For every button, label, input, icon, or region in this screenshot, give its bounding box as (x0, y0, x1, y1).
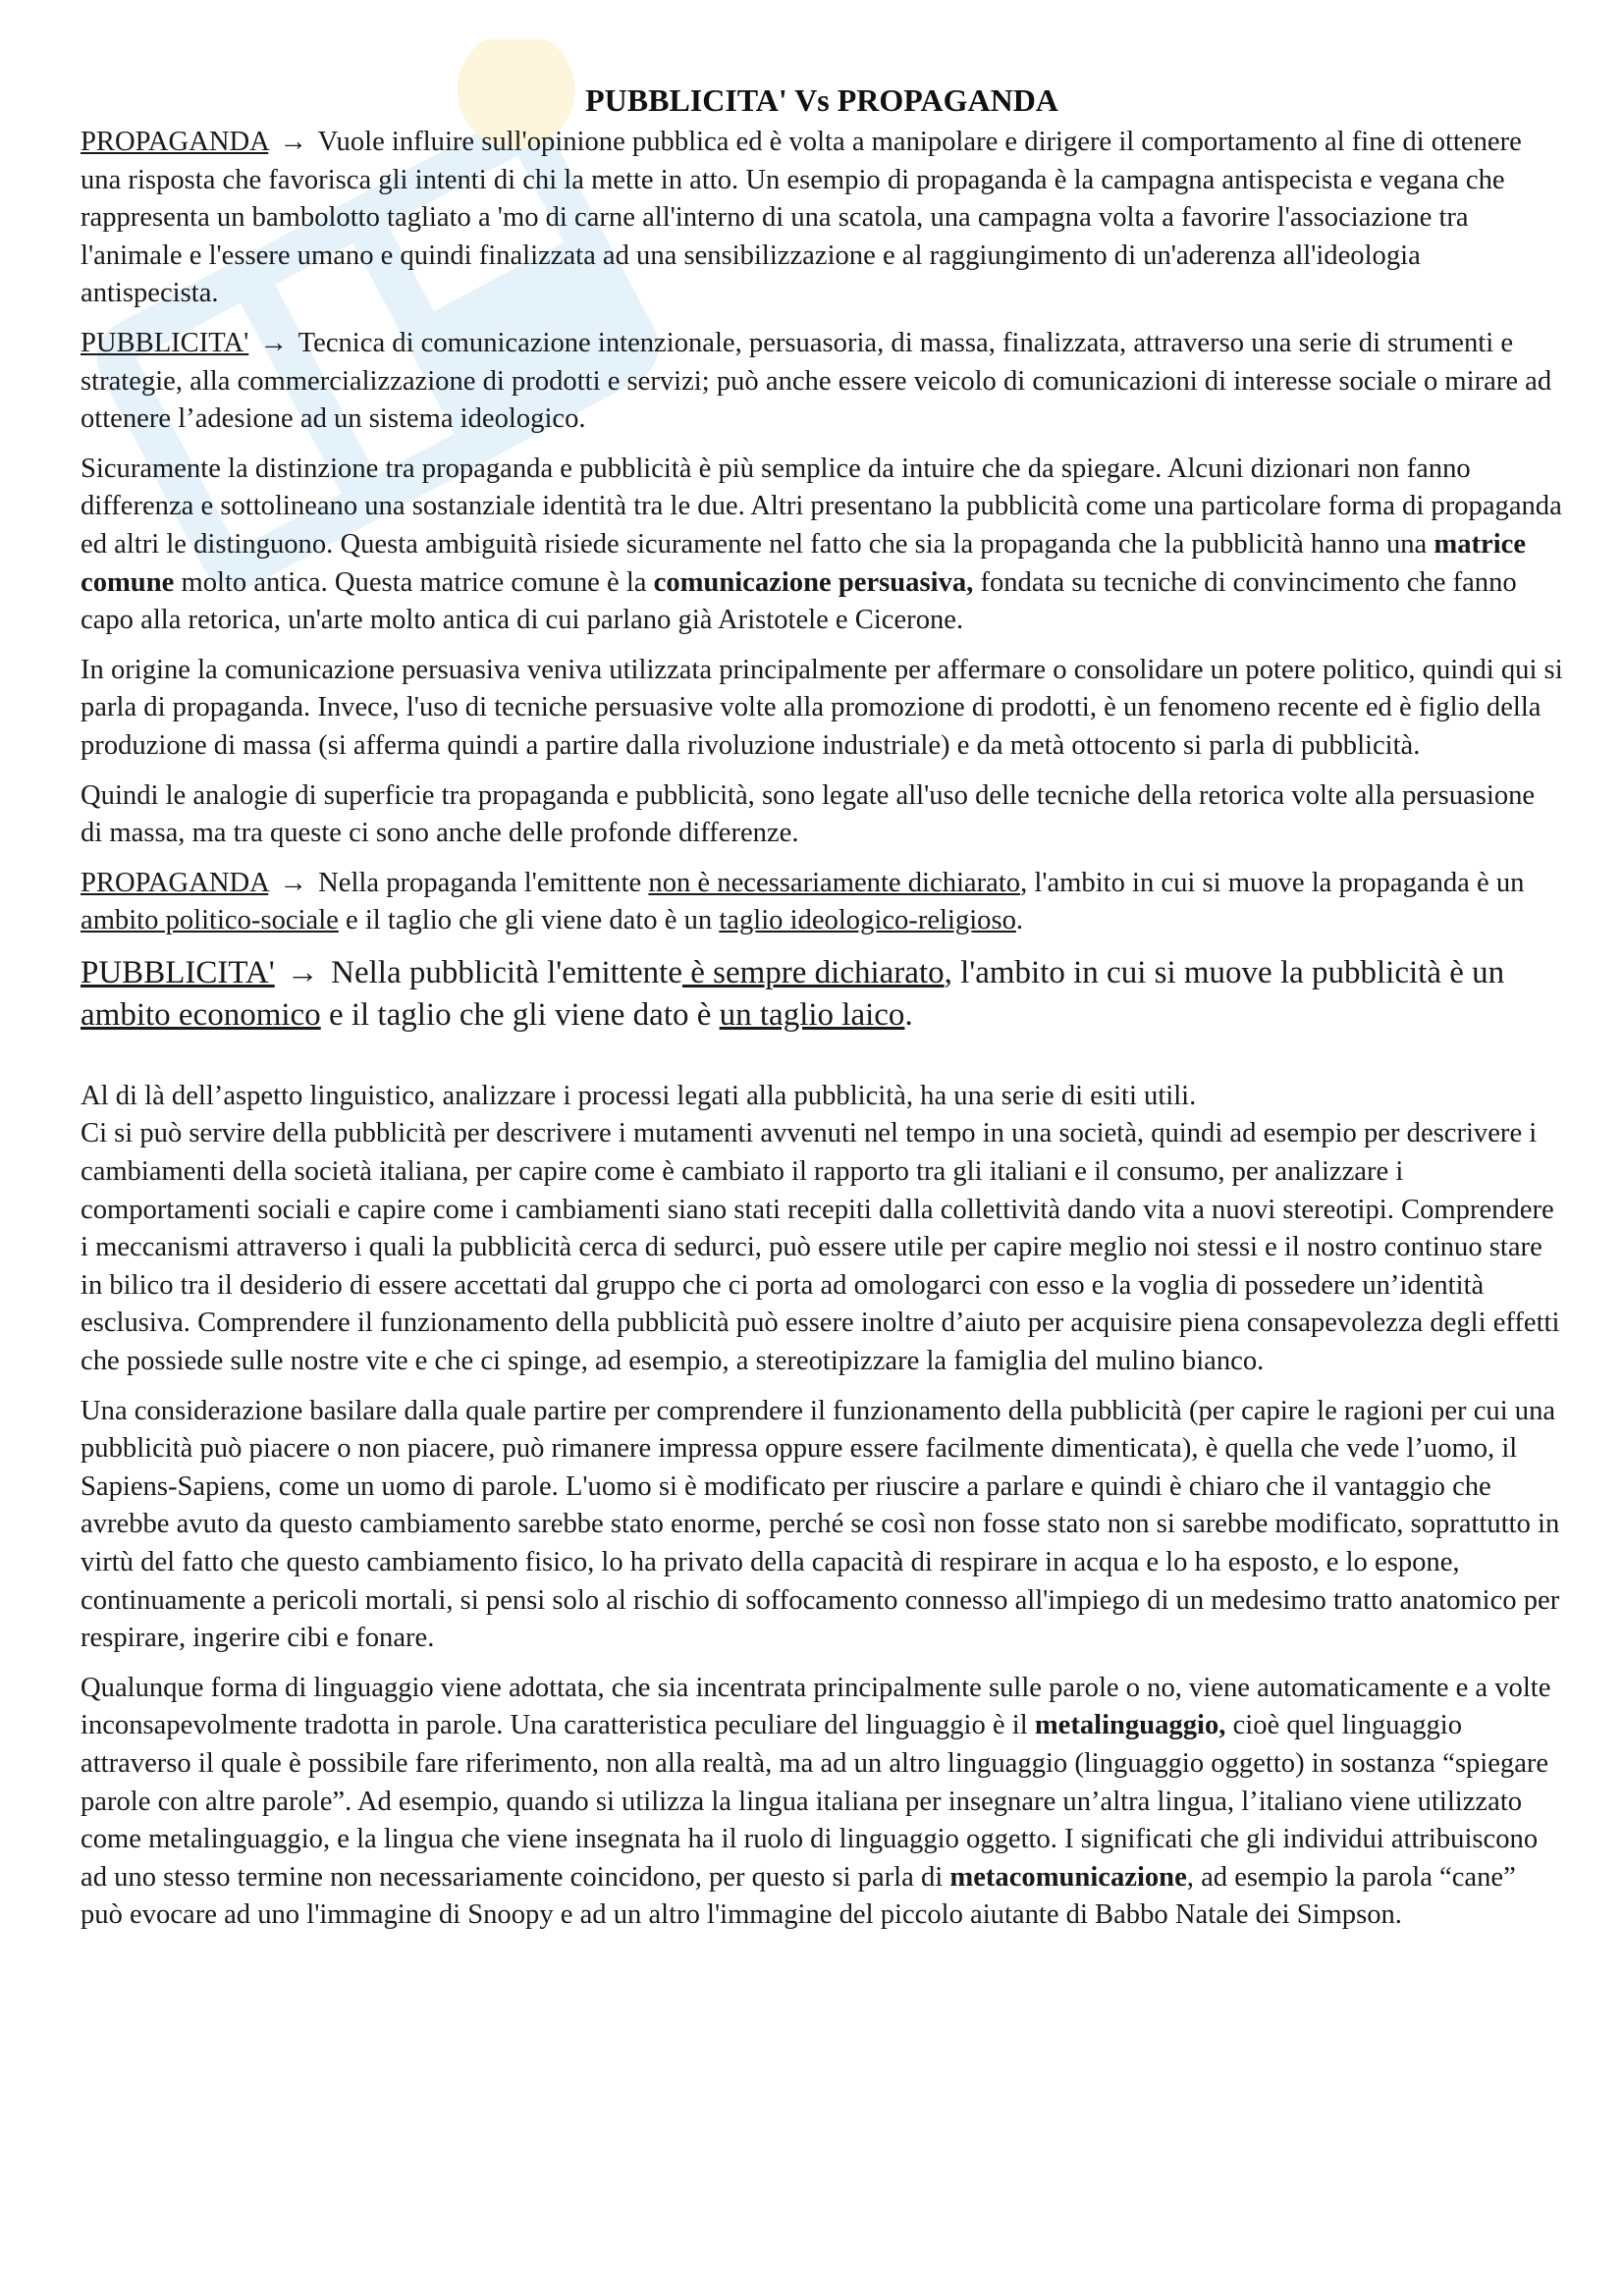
text-run: , ad esempio la parola “cane” può evocare ad uno l'immagine di Snoopy e ad un altro l'immagine del piccolo aiutante di Babbo Natale dei Simpson. (81, 1861, 1516, 1931)
text-run: fondata su tecniche di convincimento che fanno capo alla retorica, un'arte molto antica di cui parlano già Aristotele e Cicerone. (81, 566, 1517, 636)
paragraph-linguistic-aspect: Al di là dell’aspetto linguistico, analizzare i processi legati alla pubblicità, ha una serie di esiti utili. (81, 1080, 1197, 1111)
term-propaganda: PROPAGANDA (81, 867, 269, 898)
definition-text: Tecnica di comunicazione intenzionale, persuasoria, di massa, finalizzata, attraverso una serie di strumenti e strategie, alla commercializzazione di prodotti e servizi; può anche essere veicolo di comunicazioni di interesse sociale o mirare ad ottenere l’adesione ad un sistema ideologico. (81, 327, 1552, 435)
paragraph-analogies: Quindi le analogie di superficie tra propaganda e pubblicità, sono legate all'uso delle tecniche della retorica volte alla persuasione di massa, ma tra queste ci sono anche delle profonde differenze. (81, 779, 1536, 849)
term-pubblicita: PUBBLICITA' (81, 954, 275, 990)
underline-always-declared: è sempre dichiarato (681, 954, 945, 990)
underline-political-social: ambito politico-sociale (81, 905, 339, 936)
text-run: Nella propaganda l'emittente (318, 867, 642, 898)
arrow-icon: → (286, 954, 319, 990)
text-run: cioè quel linguaggio attraverso il quale è possibile fare riferimento, non alla realtà, ma ad un altro linguaggio (linguaggio oggetto) in sostanza “spiegare parole con altre parole”. Ad esempio, quando si utilizza la lingua italiana per insegnare un’altra lingua, l’italiano viene utilizzato come metalinguaggio, e la lingua che viene insegnata ha il ruolo di linguaggio oggetto. I significati che gli individui attribuiscono ad uno stesso termine non necessariamente coincidono, per questo si parla di (81, 1710, 1549, 1893)
arrow-icon: → (279, 127, 307, 157)
paragraph-man-of-words: Una considerazione basilare dalla quale partire per comprendere il funzionamento della pubblicità (per capire le ragioni per cui una pubblicità può piacere o non piacere, può rimanere impressa oppure essere facilmente dimenticata), è quella che vede l’uomo, il Sapiens-Sapiens, come un uomo di parole. L'uomo si è modificato per riuscire a parlare e quindi è chiaro che il vantaggio che avrebbe avuto da questo cambiamento sarebbe stato enorme, perché se così non fosse stato non si sarebbe modificato, soprattutto in virtù del fatto che questo cambiamento fisico, lo ha privato della capacità di respirare in acqua e lo ha esposto, e lo espone, continuamente a pericoli mortali, si pensi solo al rischio di soffocamento connesso all'impiego di un medesimo tratto anatomico per respirare, ingerire cibi e fonare. (81, 1395, 1560, 1654)
definition-text: Vuole influire sull'opinione pubblica ed è volta a manipolare e dirigere il comportamento al fine di ottenere una risposta che favorisca gli intenti di chi la mette in atto. Un esempio di propaganda è la campagna antispecista e vegana che rappresenta un bambolotto tagliato a 'mo di carne all'interno di una scatola, una campagna volta a favorire l'associazione tra l'animale e l'essere umano e quindi finalizzata ad una sensibilizzazione e al raggiungimento di un'aderenza all'ideologia antispecista. (81, 127, 1522, 309)
term-pubblicita: PUBBLICITA' (81, 327, 249, 358)
spacer (81, 1048, 1563, 1078)
underline-ideological-religious: taglio ideologico-religioso (719, 905, 1016, 936)
term-propaganda: PROPAGANDA (81, 127, 269, 157)
text-run: Nella pubblicità l'emittente (331, 954, 682, 990)
paragraph-distinction (81, 451, 1563, 640)
text-run: Qualunque forma di linguaggio viene adottata, che sia incentrata principalmente sulle parole o no, viene automaticamente e a volte inconsapevolmente tradotta in parole. Una caratteristica peculiare del linguaggio è il (81, 1672, 1551, 1741)
text-run: , l'ambito in cui si muove la propaganda è un (1020, 867, 1525, 898)
text-run: . (1015, 905, 1024, 936)
text-run: , l'ambito in cui si muove la pubblicità è un (944, 954, 1505, 990)
underline-economic: ambito economico (81, 996, 321, 1033)
arrow-icon: → (279, 867, 307, 898)
paragraph-pubblicita-definition (81, 325, 1563, 439)
paragraph-uses-of-advertising: Ci si può servire della pubblicità per descrivere i mutamenti avvenuti nel tempo in una società, quindi ad esempio per descrivere i cambiamenti della società italiana, per capire come è cambiato il rapporto tra gli italiani e il consumo, per analizzare i comportamenti sociali e capire come i cambiamenti siano stati recepiti dalla collettività dando vita a nuovi stereotipi. Comprendere i meccanismi attraverso i quali la pubblicità cerca di sedurci, può essere utile per capire meglio noi stessi e il nostro continuo stare in bilico tra il desiderio di essere accettati dal gruppo che ci porta ad omologarci con esso e la voglia di possedere un’identità esclusiva. Comprendere il funzionamento della pubblicità può essere inoltre d’aiuto per acquisire piena consapevolezza degli effetti che possiede sulle nostre vite e che ci spinge, ad esempio, a stereotipizzare la famiglia del mulino bianco. (81, 1118, 1560, 1377)
underline-secular: un taglio laico (719, 996, 905, 1033)
text-run: molto antica. Questa matrice comune è la (181, 566, 647, 598)
paragraph-origins: In origine la comunicazione persuasiva veniva utilizzata principalmente per affermare o consolidare un potere politico, quindi qui si parla di propaganda. Invece, l'uso di tecniche persuasive volte alla promozione di prodotti, è un fenomeno recente ed è figlio della produzione di massa (si afferma quindi a partire dalla rivoluzione industriale) e da metà ottocento si parla di pubblicità. (81, 654, 1563, 761)
text-run: Sicuramente la distinzione tra propaganda e pubblicità è più semplice da intuire che da spiegare. Alcuni dizionari non fanno differenza e sottolineano una sostanziale identità tra le due. Altri presentano la pubblicità come una particolare forma di propaganda ed altri le distinguono. Questa ambiguità risiede sicuramente nel fatto che sia la propaganda che la pubblicità hanno una (81, 453, 1562, 560)
text-run: e il taglio che gli viene dato è un (346, 905, 713, 936)
paragraph-propaganda-differences (81, 865, 1563, 940)
bold-comunicazione-persuasiva: comunicazione persuasiva, (653, 566, 974, 598)
paragraph-pubblicita-differences (81, 952, 1563, 1037)
paragraph-propaganda-definition (81, 124, 1563, 313)
document-body (81, 80, 1563, 1947)
bold-matrice-comune: matrice comune (81, 528, 1527, 598)
arrow-icon: → (259, 327, 289, 358)
page-title: PUBBLICITA' Vs PROPAGANDA (585, 82, 1058, 118)
bold-metacomunicazione: metacomunicazione (949, 1861, 1187, 1893)
text-run: . (904, 996, 913, 1033)
paragraph-metalanguage (81, 1670, 1563, 1935)
underline-not-declared: non è necessariamente dichiarato (648, 867, 1021, 898)
bold-metalinguaggio: metalinguaggio, (1034, 1710, 1226, 1741)
text-run: e il taglio che gli viene dato è (328, 996, 712, 1033)
